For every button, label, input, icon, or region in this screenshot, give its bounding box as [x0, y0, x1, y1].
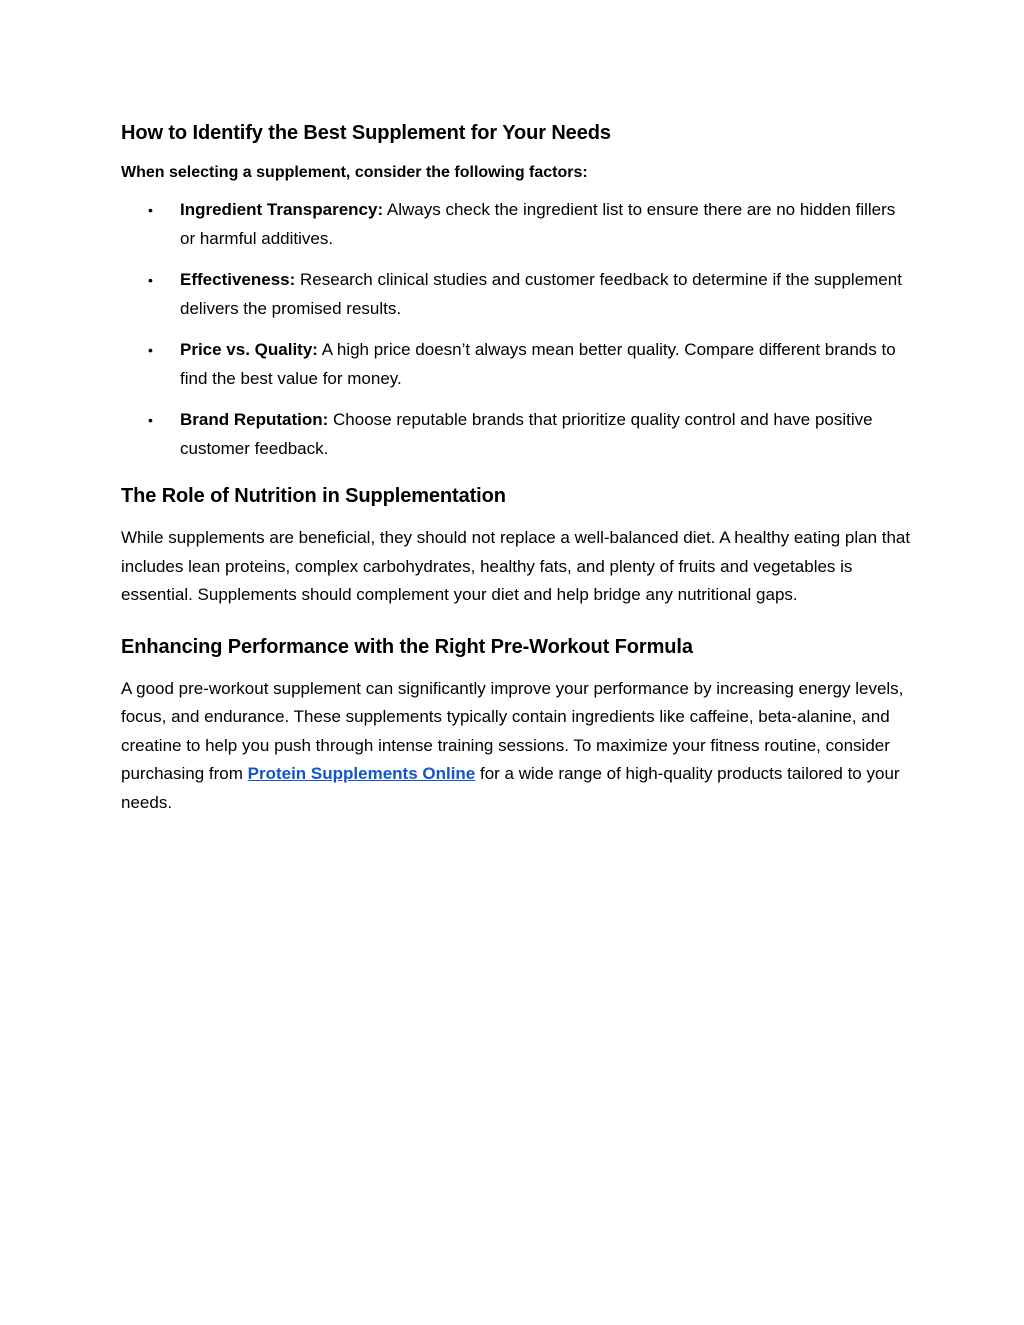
factor-text: A high price doesn’t always mean better quality. Compare different brands to find the best value for money. — [180, 340, 896, 388]
paragraph-text-before-link: A good pre-workout supplement can significantly improve your performance by increasing energy levels, focus, and endurance. These supplements typically contain ingredients like caffeine, beta-alanine, and creatine to help you push through intense training sessions. To maximize your fitness routine, consider purchasing from — [121, 678, 904, 783]
document-page — [121, 118, 911, 817]
factors-list — [121, 196, 911, 463]
paragraph-text-after-link: for a wide range of high-quality products tailored to your needs. — [121, 764, 900, 812]
list-item — [121, 196, 911, 253]
factor-term: Ingredient Transparency: — [180, 200, 384, 219]
protein-supplements-link[interactable]: Protein Supplements Online — [247, 764, 476, 783]
bullet-icon: • — [148, 272, 153, 288]
nutrition-paragraph: While supplements are beneficial, they should not replace a well-balanced diet. A healthy eating plan that includes lean proteins, complex carbohydrates, healthy fats, and plenty of fruits and vegetables is essential. Supplements should complement your diet and help bridge any nutritional gaps. — [121, 528, 911, 604]
bullet-icon: • — [148, 202, 153, 218]
bullet-icon: • — [148, 412, 153, 428]
list-item — [121, 266, 911, 323]
list-item — [121, 406, 911, 463]
bullet-icon: • — [148, 342, 153, 358]
heading-pre-workout: Enhancing Performance with the Right Pre-Workout Formula — [121, 635, 693, 658]
factor-text: Always check the ingredient list to ensure there are no hidden fillers or harmful additives. — [180, 200, 896, 248]
heading-identify-supplement: How to Identify the Best Supplement for Your Needs — [121, 122, 611, 144]
factor-term: Brand Reputation: — [180, 410, 329, 429]
factor-text: Research clinical studies and customer feedback to determine if the supplement delivers the promised results. — [180, 270, 902, 318]
factor-term: Price vs. Quality: — [180, 340, 318, 359]
factors-intro: When selecting a supplement, consider the following factors: — [121, 164, 588, 181]
heading-nutrition-role: The Role of Nutrition in Supplementation — [121, 485, 506, 507]
pre-workout-paragraph — [121, 675, 911, 818]
factor-term: Effectiveness: — [180, 270, 296, 289]
factor-text: Choose reputable brands that prioritize quality control and have positive customer feedback. — [180, 410, 873, 458]
list-item — [121, 336, 911, 393]
